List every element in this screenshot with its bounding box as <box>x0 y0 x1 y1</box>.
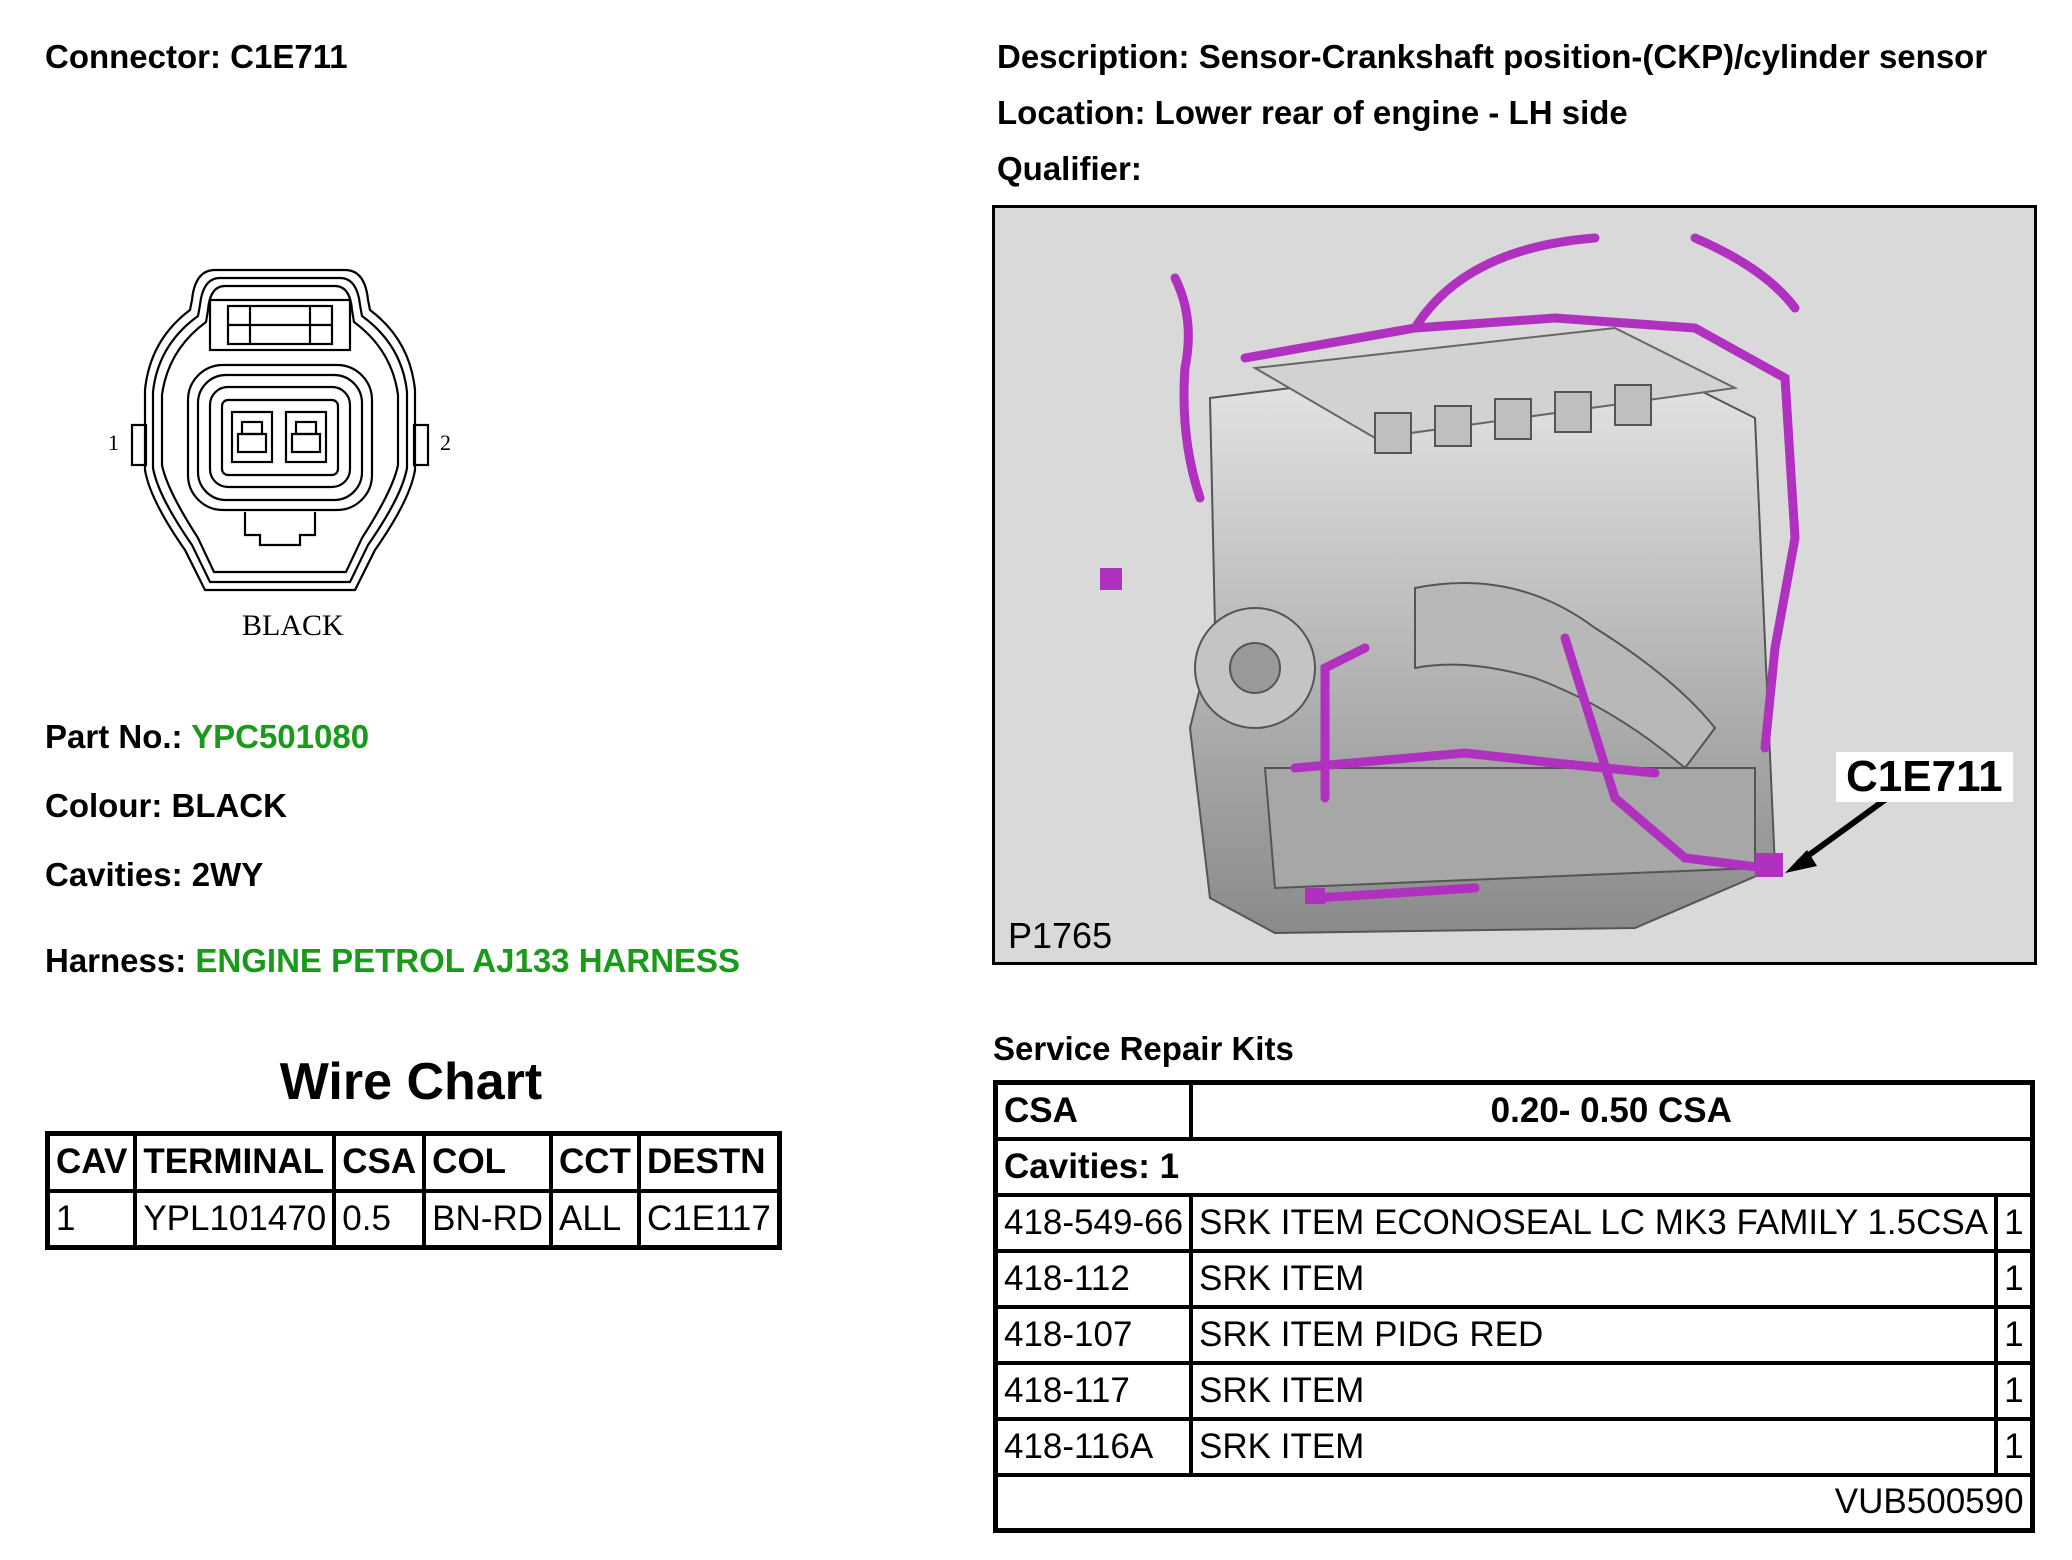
harness-link[interactable]: ENGINE PETROL AJ133 HARNESS <box>195 942 741 979</box>
srk-desc: SRK ITEM <box>1191 1419 1996 1475</box>
cell-destn: C1E117 <box>639 1191 779 1248</box>
connector-value: C1E711 <box>230 38 348 75</box>
table-row <box>48 1191 780 1248</box>
engine-illustration <box>995 208 2040 968</box>
srk-desc: SRK ITEM <box>1191 1251 1996 1307</box>
colour-label: Colour: <box>45 787 163 824</box>
srk-part: 418-107 <box>996 1307 1192 1363</box>
pin-2-label: 2 <box>440 430 451 455</box>
header-cct: CCT <box>551 1134 639 1191</box>
location-line <box>997 94 1628 132</box>
harness-line <box>45 942 740 980</box>
table-row <box>996 1307 2033 1363</box>
part-number[interactable]: YPC501080 <box>191 718 370 755</box>
header-csa: CSA <box>334 1134 424 1191</box>
description-label: Description: <box>997 38 1190 75</box>
cavities-value: 2WY <box>191 856 264 893</box>
cavities-label: Cavities: <box>45 856 183 893</box>
header-terminal: TERMINAL <box>135 1134 334 1191</box>
engine-location-image <box>992 205 2037 965</box>
cell-csa: 0.5 <box>334 1191 424 1248</box>
srk-cavities: Cavities: 1 <box>996 1139 2033 1195</box>
colour-line <box>45 787 287 825</box>
srk-title: Service Repair Kits <box>993 1030 1294 1067</box>
srk-csa-value: 0.20- 0.50 CSA <box>1191 1083 2032 1139</box>
srk-part: 418-112 <box>996 1251 1192 1307</box>
connector-callout: C1E711 <box>1836 752 2013 802</box>
harness-label: Harness: <box>45 942 187 979</box>
qualifier-label: Qualifier: <box>997 150 1142 187</box>
srk-desc: SRK ITEM ECONOSEAL LC MK3 FAMILY 1.5CSA <box>1191 1195 1996 1251</box>
wire-chart-table <box>45 1131 782 1250</box>
table-row <box>996 1251 2033 1307</box>
srk-csa-row <box>996 1083 2033 1139</box>
cell-col: BN-RD <box>424 1191 551 1248</box>
srk-qty: 1 <box>1996 1307 2032 1363</box>
table-row <box>996 1195 2033 1251</box>
srk-part: 418-117 <box>996 1363 1192 1419</box>
cavities-line <box>45 856 263 894</box>
header-destn: DESTN <box>639 1134 779 1191</box>
description-line <box>997 38 1987 76</box>
part-label: Part No.: <box>45 718 183 755</box>
srk-part: 418-549-66 <box>996 1195 1192 1251</box>
part-line <box>45 718 369 756</box>
qualifier-line <box>997 150 1142 188</box>
table-row <box>996 1419 2033 1475</box>
connector-face-drawing <box>110 250 510 650</box>
wire-chart-title: Wire Chart <box>279 1053 543 1111</box>
pin-1-label: 1 <box>108 430 119 455</box>
srk-footer-row <box>996 1475 2033 1531</box>
header-col: COL <box>424 1134 551 1191</box>
cell-cct: ALL <box>551 1191 639 1248</box>
srk-qty: 1 <box>1996 1195 2032 1251</box>
srk-table <box>993 1080 2035 1533</box>
header-cav: CAV <box>48 1134 136 1191</box>
srk-part: 418-116A <box>996 1419 1192 1475</box>
connector-line <box>45 38 348 76</box>
location-value: Lower rear of engine - LH side <box>1154 94 1628 131</box>
srk-desc: SRK ITEM <box>1191 1363 1996 1419</box>
cell-terminal: YPL101470 <box>135 1191 334 1248</box>
srk-qty: 1 <box>1996 1363 2032 1419</box>
srk-qty: 1 <box>1996 1419 2032 1475</box>
colour-value: BLACK <box>171 787 287 824</box>
photo-id-label: P1765 <box>1000 913 1120 959</box>
table-header-row <box>48 1134 780 1191</box>
srk-footer: VUB500590 <box>996 1475 2033 1531</box>
location-label: Location: <box>997 94 1146 131</box>
srk-qty: 1 <box>1996 1251 2032 1307</box>
srk-desc: SRK ITEM PIDG RED <box>1191 1307 1996 1363</box>
description-value: Sensor-Crankshaft position-(CKP)/cylinder sensor <box>1198 38 1988 75</box>
table-row <box>996 1363 2033 1419</box>
connector-label: Connector: <box>45 38 221 75</box>
cell-cav: 1 <box>48 1191 136 1248</box>
srk-csa-label: CSA <box>996 1083 1192 1139</box>
drawing-colour-label: BLACK <box>242 609 344 642</box>
srk-cavities-row <box>996 1139 2033 1195</box>
